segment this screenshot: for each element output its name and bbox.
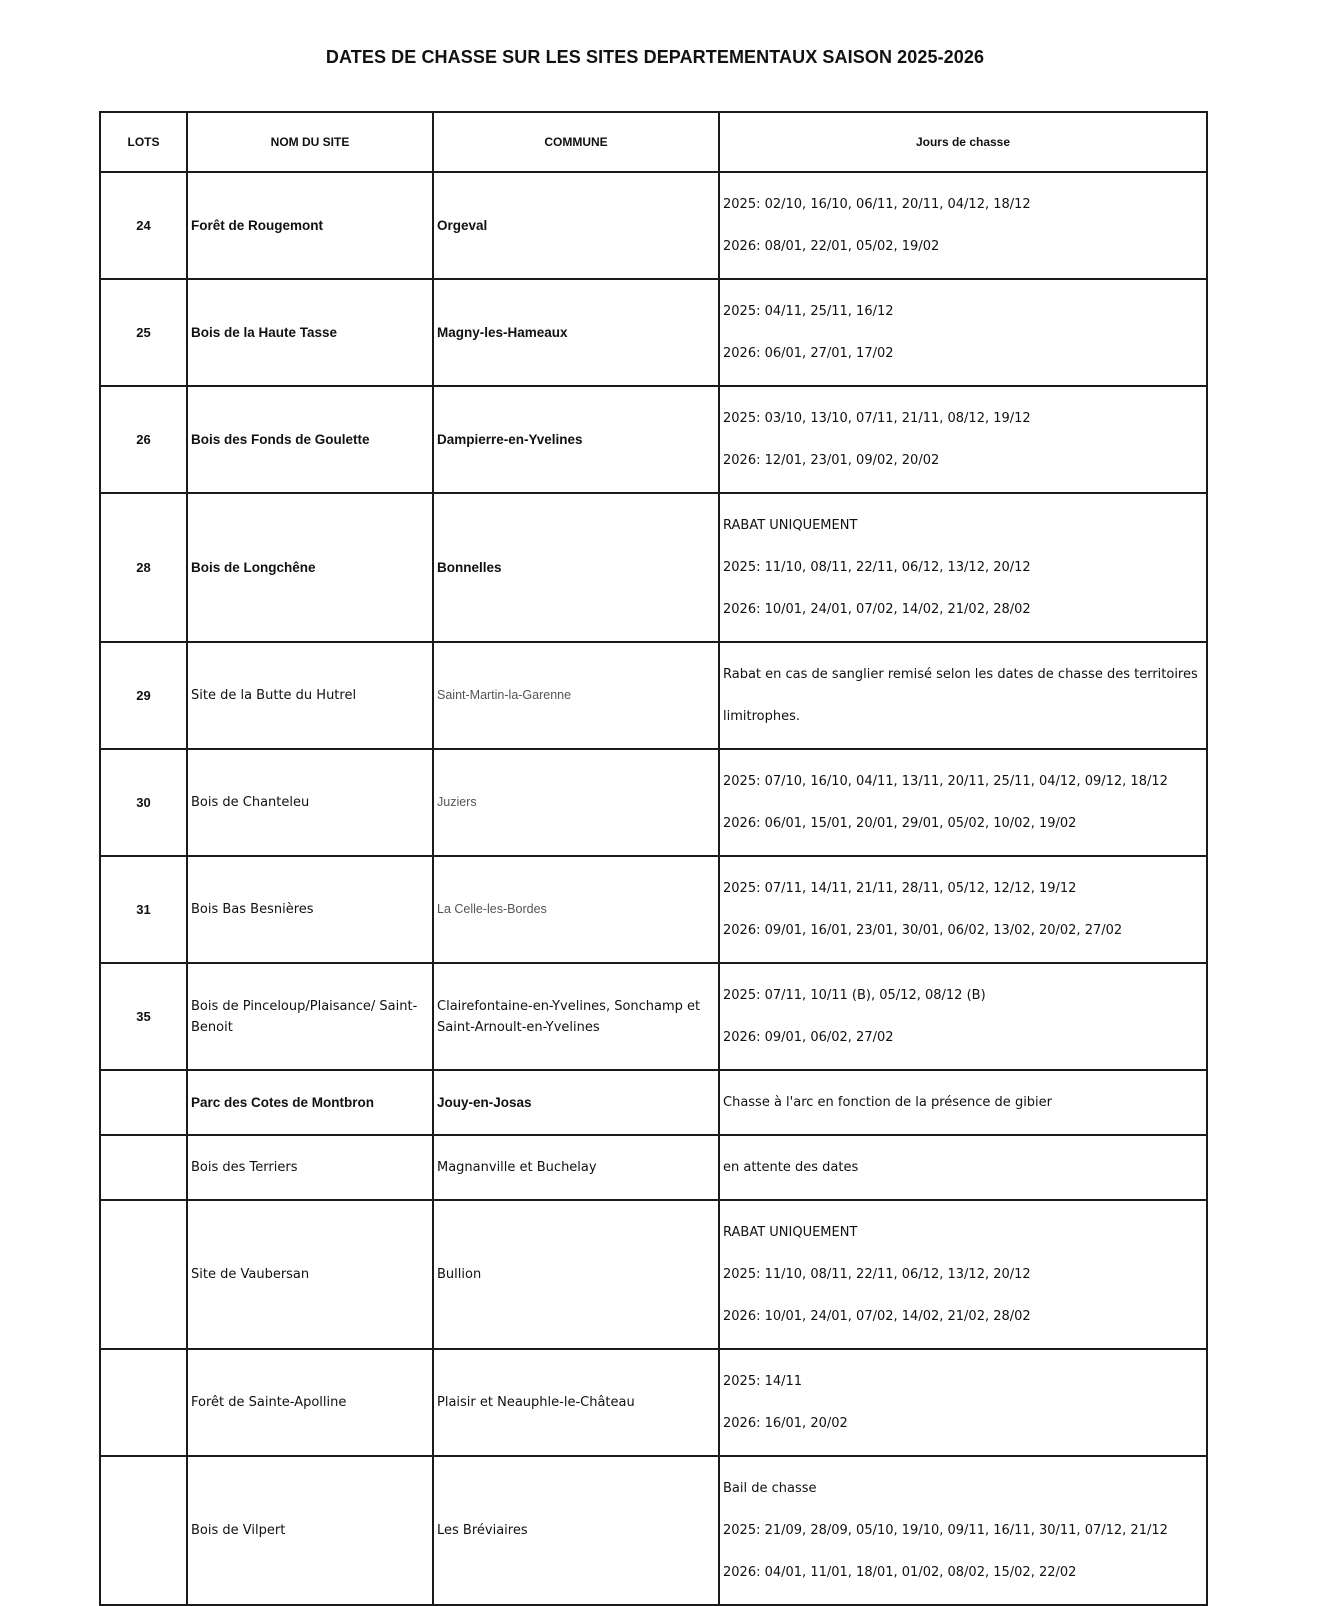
hunting-days [719, 642, 1207, 749]
commune-name: Plaisir et Neauphle-le-Château [433, 1349, 719, 1456]
hunting-days-line: 2026: 10/01, 24/01, 07/02, 14/02, 21/02, 28/02 [723, 602, 1031, 617]
site-name: Parc des Cotes de Montbron [187, 1070, 433, 1135]
lot-number: 26 [100, 386, 187, 493]
table-row [100, 642, 1207, 749]
lot-number: 29 [100, 642, 187, 749]
hunting-days-line: Bail de chasse [723, 1481, 817, 1496]
hunting-days-line: 2026: 10/01, 24/01, 07/02, 14/02, 21/02, 28/02 [723, 1309, 1031, 1324]
hunting-days [719, 749, 1207, 856]
hunting-days [719, 386, 1207, 493]
table-row [100, 172, 1207, 279]
hunting-dates-table [99, 111, 1208, 1606]
hunting-days [719, 1135, 1207, 1200]
commune-name: Clairefontaine-en-Yvelines, Sonchamp et Saint-Arnoult-en-Yvelines [433, 963, 719, 1070]
table-row [100, 1135, 1207, 1200]
table-header-row [100, 112, 1207, 172]
lot-number: 31 [100, 856, 187, 963]
hunting-days-line: 2025: 04/11, 25/11, 16/12 [723, 304, 894, 319]
hunting-days-line: en attente des dates [723, 1160, 859, 1175]
commune-name: Les Bréviaires [433, 1456, 719, 1605]
hunting-days-line: 2026: 04/01, 11/01, 18/01, 01/02, 08/02, 15/02, 22/02 [723, 1565, 1077, 1580]
site-name: Bois de la Haute Tasse [187, 279, 433, 386]
hunting-days-line: 2025: 03/10, 13/10, 07/11, 21/11, 08/12, 19/12 [723, 411, 1031, 426]
hunting-days-line: RABAT UNIQUEMENT [723, 518, 858, 533]
hunting-days-line: 2025: 07/11, 14/11, 21/11, 28/11, 05/12, 12/12, 19/12 [723, 881, 1077, 896]
site-name: Site de Vaubersan [187, 1200, 433, 1349]
site-name: Bois de Vilpert [187, 1456, 433, 1605]
hunting-days-line: 2026: 16/01, 20/02 [723, 1416, 848, 1431]
header-lots: LOTS [100, 112, 187, 172]
hunting-days-line: 2026: 09/01, 16/01, 23/01, 30/01, 06/02, 13/02, 20/02, 27/02 [723, 923, 1123, 938]
hunting-days-line: 2025: 21/09, 28/09, 05/10, 19/10, 09/11, 16/11, 30/11, 07/12, 21/12 [723, 1523, 1168, 1538]
hunting-days-line: 2025: 07/11, 10/11 (B), 05/12, 08/12 (B) [723, 988, 986, 1003]
lot-number [100, 1135, 187, 1200]
lot-number [100, 1070, 187, 1135]
hunting-days [719, 856, 1207, 963]
lot-number: 35 [100, 963, 187, 1070]
hunting-days-line: 2026: 09/01, 06/02, 27/02 [723, 1030, 894, 1045]
commune-name: Magny-les-Hameaux [433, 279, 719, 386]
site-name: Bois des Terriers [187, 1135, 433, 1200]
hunting-days [719, 1200, 1207, 1349]
commune-name: Saint-Martin-la-Garenne [433, 642, 719, 749]
hunting-days [719, 1456, 1207, 1605]
hunting-days-line: 2025: 02/10, 16/10, 06/11, 20/11, 04/12, 18/12 [723, 197, 1031, 212]
hunting-days-line: 2025: 07/10, 16/10, 04/11, 13/11, 20/11, 25/11, 04/12, 09/12, 18/12 [723, 774, 1168, 789]
table-row [100, 279, 1207, 386]
hunting-days-line: Chasse à l'arc en fonction de la présence de gibier [723, 1095, 1053, 1110]
table-row [100, 493, 1207, 642]
commune-name: Magnanville et Buchelay [433, 1135, 719, 1200]
commune-name: Juziers [433, 749, 719, 856]
table-row [100, 1070, 1207, 1135]
site-name: Forêt de Sainte-Apolline [187, 1349, 433, 1456]
hunting-days-line: 2025: 11/10, 08/11, 22/11, 06/12, 13/12, 20/12 [723, 560, 1031, 575]
table-row [100, 1349, 1207, 1456]
header-commune: COMMUNE [433, 112, 719, 172]
hunting-days-line: limitrophes. [723, 709, 801, 724]
site-name: Bois de Chanteleu [187, 749, 433, 856]
commune-name: Bullion [433, 1200, 719, 1349]
header-jours: Jours de chasse [719, 112, 1207, 172]
commune-name: La Celle-les-Bordes [433, 856, 719, 963]
table-row [100, 386, 1207, 493]
hunting-days-line: 2026: 06/01, 15/01, 20/01, 29/01, 05/02, 10/02, 19/02 [723, 816, 1077, 831]
page-title: DATES DE CHASSE SUR LES SITES DEPARTEMENTAUX SAISON 2025-2026 [325, 47, 985, 67]
lot-number: 24 [100, 172, 187, 279]
table-row [100, 963, 1207, 1070]
hunting-days [719, 172, 1207, 279]
table-row [100, 856, 1207, 963]
hunting-days-line: Rabat en cas de sanglier remisé selon les dates de chasse des territoires [723, 667, 1198, 682]
hunting-days-line: 2026: 06/01, 27/01, 17/02 [723, 346, 894, 361]
commune-name: Bonnelles [433, 493, 719, 642]
hunting-days [719, 963, 1207, 1070]
lot-number [100, 1200, 187, 1349]
hunting-days-line: 2026: 12/01, 23/01, 09/02, 20/02 [723, 453, 940, 468]
hunting-days-line: 2025: 11/10, 08/11, 22/11, 06/12, 13/12, 20/12 [723, 1267, 1031, 1282]
hunting-days [719, 1070, 1207, 1135]
hunting-days-line: 2025: 14/11 [723, 1374, 803, 1389]
lot-number [100, 1456, 187, 1605]
site-name: Site de la Butte du Hutrel [187, 642, 433, 749]
lot-number: 30 [100, 749, 187, 856]
site-name: Bois de Longchêne [187, 493, 433, 642]
site-name: Forêt de Rougemont [187, 172, 433, 279]
header-site: NOM DU SITE [187, 112, 433, 172]
commune-name: Dampierre-en-Yvelines [433, 386, 719, 493]
commune-name: Jouy-en-Josas [433, 1070, 719, 1135]
lot-number: 28 [100, 493, 187, 642]
site-name: Bois des Fonds de Goulette [187, 386, 433, 493]
hunting-days [719, 279, 1207, 386]
lot-number [100, 1349, 187, 1456]
hunting-days [719, 493, 1207, 642]
table-row [100, 749, 1207, 856]
hunting-days-line: 2026: 08/01, 22/01, 05/02, 19/02 [723, 239, 940, 254]
hunting-days-line: RABAT UNIQUEMENT [723, 1225, 858, 1240]
table-row [100, 1456, 1207, 1605]
table-row [100, 1200, 1207, 1349]
site-name: Bois de Pinceloup/Plaisance/ Saint-Benoit [187, 963, 433, 1070]
commune-name: Orgeval [433, 172, 719, 279]
lot-number: 25 [100, 279, 187, 386]
hunting-days [719, 1349, 1207, 1456]
site-name: Bois Bas Besnières [187, 856, 433, 963]
